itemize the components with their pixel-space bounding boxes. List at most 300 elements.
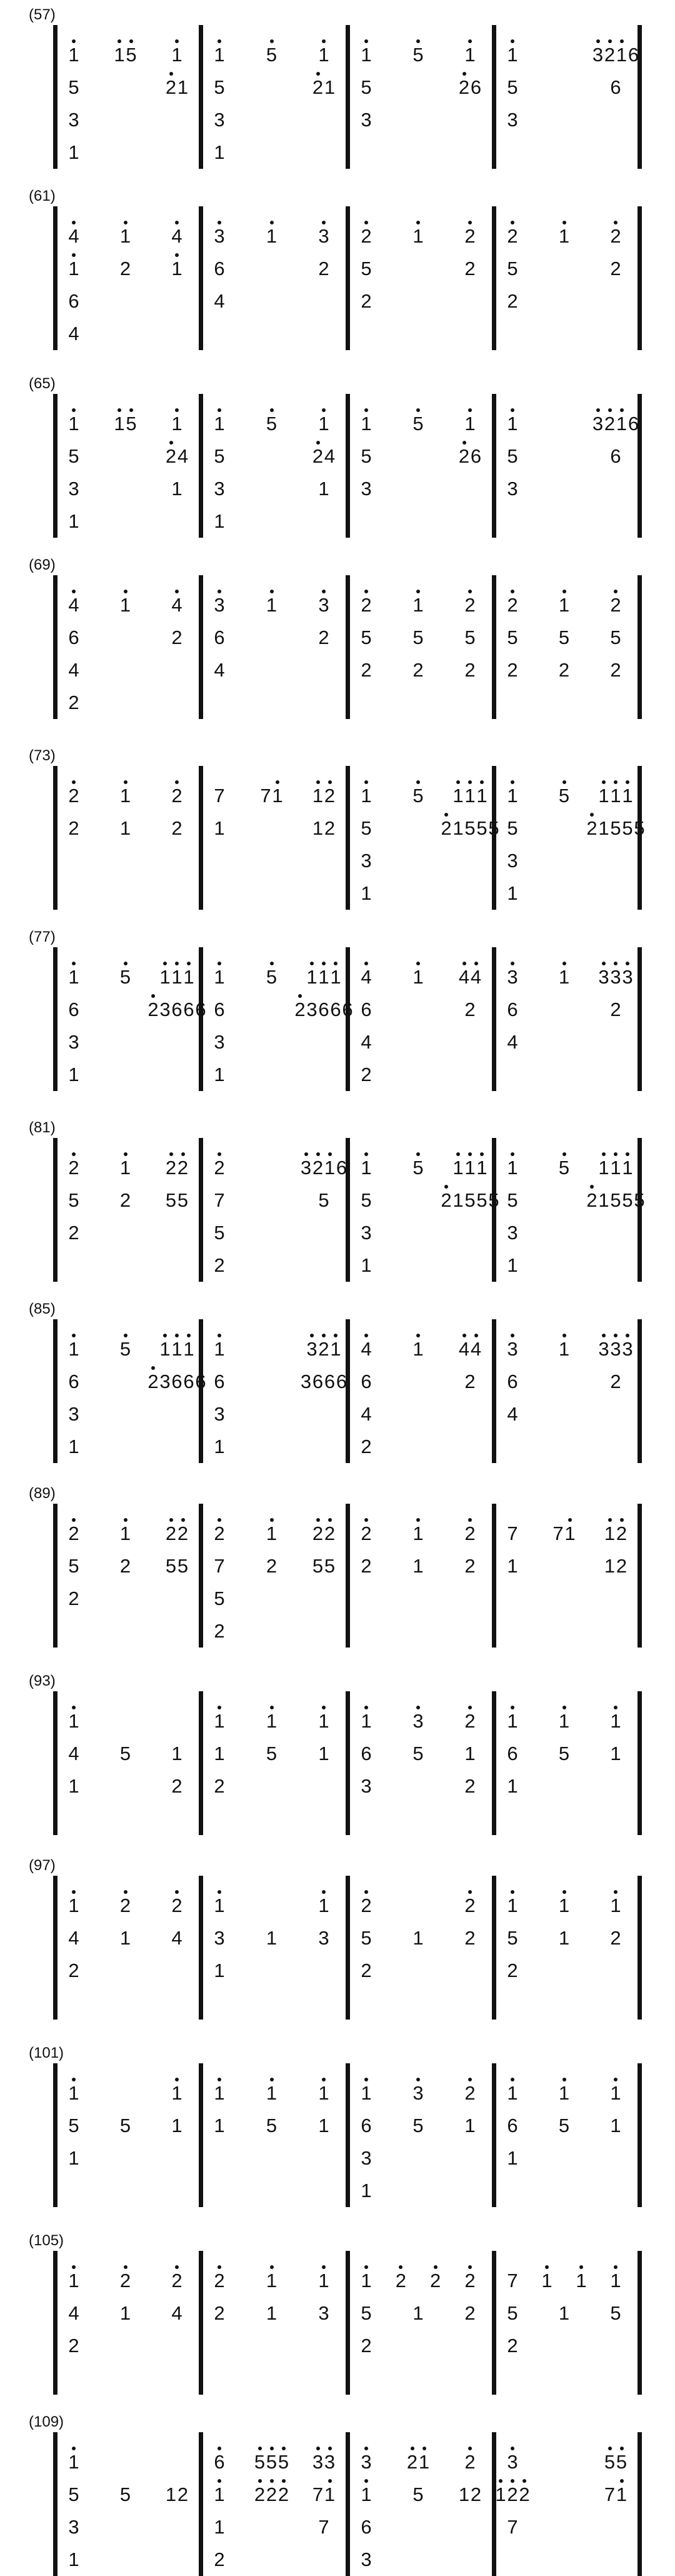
- octave-dot: [218, 1334, 221, 1337]
- measure-1-row-2-digit: 5: [119, 2483, 131, 2505]
- measure-4-row-1-digit: 1: [598, 1157, 609, 1179]
- measure-2-row-1-digit: 6: [336, 1157, 348, 1179]
- measure-4-row-2-digit: 5: [507, 2302, 518, 2324]
- octave-dot: [175, 253, 179, 257]
- measure-3-row-1-digit: 1: [361, 1157, 372, 1179]
- measure-4-row-2-digit: 1: [616, 2483, 628, 2505]
- measure-2-row-2-digit: 1: [312, 817, 324, 839]
- measure-2-row-2-digit: 2: [318, 258, 329, 279]
- measure-2-row-1-digit: 1: [312, 785, 324, 807]
- measure-3-row-3-digit: 2: [464, 1775, 476, 1797]
- measure-4-row-2-digit: 6: [507, 999, 518, 1020]
- measure-3-row-1-digit: 1: [412, 594, 424, 616]
- measure-2-row-3-digit: 5: [214, 1222, 225, 1244]
- measure-3-row-1-digit: 2: [395, 2270, 406, 2292]
- measure-3-row-3-digit: 3: [361, 478, 372, 500]
- octave-dot: [124, 1518, 128, 1522]
- measure-3-row-1-digit: 1: [361, 44, 372, 66]
- octave-dot: [590, 1185, 594, 1189]
- measure-2-row-3-digit: 3: [214, 1031, 225, 1053]
- bar-line: [199, 575, 203, 719]
- measure-1-row-3-digit: 1: [68, 2147, 79, 2169]
- octave-dot: [322, 962, 326, 965]
- octave-dot: [175, 408, 179, 412]
- measure-3-row-2-digit: 5: [361, 445, 372, 467]
- measure-3-row-3-digit: 3: [361, 1222, 372, 1244]
- bar-line: [53, 1138, 58, 1282]
- measure-1-row-2-digit: 5: [68, 76, 79, 98]
- octave-dot: [468, 2078, 472, 2081]
- measure-2-row-2-digit: 6: [324, 1371, 336, 1392]
- measure-4-row-2-digit: 1: [558, 1927, 570, 1949]
- octave-dot: [416, 590, 420, 593]
- measure-3-row-2-digit: 2: [464, 999, 476, 1020]
- measure-4-row-2-digit: 5: [610, 817, 621, 839]
- measure-1-row-1-digit: 1: [171, 413, 182, 435]
- measure-1-row-3-digit: 3: [68, 1403, 79, 1425]
- bar-line: [492, 2251, 496, 2395]
- measure-3-row-3-digit: 2: [361, 2335, 372, 2357]
- bar-line: [346, 2251, 350, 2395]
- measure-2-row-2-digit: 7: [214, 1189, 225, 1211]
- octave-dot: [511, 1890, 514, 1894]
- octave-dot: [72, 39, 76, 43]
- measure-4-row-2-digit: 2: [519, 2483, 530, 2505]
- measure-4-row-2-digit: 2: [586, 817, 598, 839]
- measure-1-row-2-digit: 5: [68, 2115, 79, 2136]
- measure-4-row-1-digit: 1: [616, 44, 628, 66]
- octave-dot: [181, 1152, 185, 1156]
- measure-2-row-1-digit: 3: [318, 225, 329, 247]
- measure-1-row-2-digit: 6: [183, 999, 194, 1020]
- measure-3-row-3-digit: 2: [412, 659, 424, 681]
- octave-dot: [626, 1334, 629, 1337]
- octave-dot: [328, 780, 332, 784]
- measure-4-row-1-digit: 3: [610, 966, 621, 988]
- measure-3-row-2-digit: 1: [452, 1189, 464, 1211]
- measure-4-row-1-digit: 3: [507, 2451, 518, 2473]
- measure-4-row-1-digit: 7: [552, 1522, 564, 1544]
- octave-dot: [364, 1518, 368, 1522]
- measure-4-row-4-digit: 1: [507, 882, 518, 904]
- measure-2-row-1-digit: 1: [330, 966, 341, 988]
- measure-1-row-2-digit: 5: [68, 445, 79, 467]
- measure-3-row-2-digit: 6: [361, 999, 372, 1020]
- measure-1-row-1-digit: 1: [119, 1157, 131, 1179]
- measure-2-row-1-digit: 5: [266, 44, 278, 66]
- octave-dot: [456, 1152, 460, 1156]
- measure-1-row-1-digit: 2: [68, 785, 79, 807]
- measure-4-row-2-digit: 1: [598, 1189, 609, 1211]
- octave-dot: [124, 2265, 128, 2269]
- bar-line: [199, 2063, 203, 2207]
- measure-3-row-2-digit: 5: [464, 626, 476, 648]
- measure-2-row-2-digit: 1: [214, 817, 225, 839]
- measure-1-row-2-digit: 1: [68, 258, 79, 279]
- octave-dot: [364, 2078, 368, 2081]
- octave-dot: [316, 780, 320, 784]
- measure-4-row-1-digit: 1: [558, 1894, 570, 1916]
- measure-1-row-1-digit: 2: [171, 785, 182, 807]
- measure-3-row-1-digit: 1: [464, 785, 476, 807]
- measure-number-label: (93): [29, 1673, 56, 1689]
- measure-4-row-2-digit: 5: [558, 1743, 570, 1764]
- measure-1-row-2-digit: 6: [68, 626, 79, 648]
- measure-1-row-1-digit: 2: [165, 1522, 177, 1544]
- octave-dot: [364, 2447, 368, 2450]
- measure-2-row-1-digit: 7: [214, 785, 225, 807]
- octave-dot: [310, 962, 314, 965]
- measure-4-row-1-digit: 1: [610, 1157, 621, 1179]
- measure-4-row-3-digit: 3: [507, 1222, 518, 1244]
- octave-dot: [608, 39, 612, 43]
- bar-line: [53, 947, 58, 1091]
- octave-dot: [416, 2078, 420, 2081]
- measure-4-row-1-digit: 1: [610, 1894, 621, 1916]
- bar-line: [492, 1319, 496, 1463]
- measure-3-row-2-digit: 5: [361, 76, 372, 98]
- octave-dot: [322, 2265, 326, 2269]
- octave-dot: [590, 813, 594, 817]
- measure-1-row-2-digit: 5: [165, 1555, 177, 1577]
- measure-2-row-1-digit: 1: [266, 1522, 278, 1544]
- measure-3-row-4-digit: 1: [361, 882, 372, 904]
- measure-4-row-2-digit: 5: [634, 1189, 645, 1211]
- measure-1-row-1-digit: 1: [68, 44, 79, 66]
- measure-3-row-2-digit: 2: [441, 1189, 452, 1211]
- octave-dot: [614, 1890, 618, 1894]
- octave-dot: [175, 962, 179, 965]
- measure-1-row-2-digit: 6: [171, 1371, 182, 1392]
- octave-dot: [596, 39, 600, 43]
- measure-3-row-4-digit: 3: [361, 2548, 372, 2570]
- octave-dot: [270, 2479, 274, 2483]
- measure-1-row-3-digit: 2: [68, 1960, 79, 1981]
- measure-3-row-2-digit: 1: [412, 1927, 424, 1949]
- measure-4-row-2-digit: 2: [610, 258, 621, 279]
- measure-number-label: (101): [29, 2045, 64, 2061]
- measure-1-row-1-digit: 1: [68, 413, 79, 435]
- measure-4-row-1-digit: 3: [592, 44, 604, 66]
- octave-dot: [169, 1518, 173, 1522]
- octave-dot: [614, 2265, 618, 2269]
- octave-dot: [322, 39, 326, 43]
- measure-number-label: (57): [29, 6, 56, 23]
- octave-dot: [175, 2265, 179, 2269]
- measure-4-row-1-digit: 1: [558, 966, 570, 988]
- measure-3-row-2-digit: 2: [458, 445, 470, 467]
- octave-dot: [364, 39, 368, 43]
- octave-dot: [218, 1152, 221, 1156]
- measure-number-label: (89): [29, 1485, 56, 1502]
- measure-1-row-1-digit: 1: [68, 1710, 79, 1732]
- measure-3-row-1-digit: 1: [464, 44, 476, 66]
- measure-4-row-1-digit: 1: [507, 1157, 518, 1179]
- measure-1-row-4-digit: 1: [68, 2548, 79, 2570]
- measure-4-row-3-digit: 4: [507, 1403, 518, 1425]
- octave-dot: [562, 962, 566, 965]
- octave-dot: [124, 780, 128, 784]
- measure-4-row-2-digit: 5: [507, 1189, 518, 1211]
- measure-4-row-1-digit: 1: [564, 1522, 576, 1544]
- measure-1-row-2-digit: 6: [68, 1371, 79, 1392]
- measure-2-row-2-digit: 6: [342, 999, 353, 1020]
- measure-3-row-2-digit: 5: [361, 1189, 372, 1211]
- measure-2-row-1-digit: 2: [312, 1157, 324, 1179]
- measure-4-row-1-digit: 1: [598, 785, 609, 807]
- measure-2-row-1-digit: 5: [266, 966, 278, 988]
- octave-dot: [364, 962, 368, 965]
- measure-2-row-1-digit: 2: [214, 1157, 225, 1179]
- measure-2-row-2-digit: 2: [312, 76, 324, 98]
- octave-dot: [72, 2078, 76, 2081]
- octave-dot: [411, 2447, 414, 2450]
- measure-3-row-1-digit: 2: [361, 594, 372, 616]
- measure-4-row-1-digit: 1: [507, 44, 518, 66]
- measure-4-row-1-digit: 2: [507, 225, 518, 247]
- measure-4-row-2-digit: 5: [507, 1927, 518, 1949]
- measure-4-row-2-digit: 1: [558, 2302, 570, 2324]
- measure-3-row-2-digit: 5: [412, 2483, 424, 2505]
- measure-4-row-1-digit: 1: [558, 2082, 570, 2104]
- octave-dot: [364, 1152, 368, 1156]
- measure-3-row-1-digit: 2: [464, 2270, 476, 2292]
- octave-dot: [218, 1706, 221, 1709]
- octave-dot: [602, 1152, 606, 1156]
- octave-dot: [462, 1334, 466, 1337]
- measure-4-row-2-digit: 6: [610, 76, 621, 98]
- measure-2-row-4-digit: 1: [214, 1064, 225, 1085]
- octave-dot: [298, 994, 302, 998]
- octave-dot: [602, 1334, 606, 1337]
- measure-3-row-2-digit: 6: [470, 76, 482, 98]
- octave-dot: [316, 72, 320, 76]
- measure-3-row-1-digit: 2: [464, 225, 476, 247]
- measure-2-row-2-digit: 6: [312, 1371, 324, 1392]
- octave-dot: [416, 1518, 420, 1522]
- measure-3-row-1-digit: 1: [464, 1157, 476, 1179]
- octave-dot: [175, 590, 179, 593]
- measure-4-row-1-digit: 1: [507, 2082, 518, 2104]
- octave-dot: [364, 1890, 368, 1894]
- measure-4-row-1-digit: 3: [622, 966, 633, 988]
- measure-2-row-3-digit: 1: [318, 478, 329, 500]
- measure-3-row-2-digit: 1: [412, 1555, 424, 1577]
- measure-1-row-3-digit: 2: [68, 1222, 79, 1244]
- measure-3-row-1-digit: 3: [412, 1710, 424, 1732]
- measure-2-row-2-digit: 7: [214, 1555, 225, 1577]
- bar-line: [346, 1504, 350, 1648]
- bar-line: [638, 575, 642, 719]
- measure-4-row-2-digit: 5: [507, 76, 518, 98]
- octave-dot: [169, 72, 173, 76]
- measure-4-row-3-digit: 3: [507, 109, 518, 131]
- bar-line: [53, 1876, 58, 2020]
- octave-dot: [334, 962, 338, 965]
- measure-1-row-1-digit: 2: [177, 1157, 189, 1179]
- measure-2-row-1-digit: 7: [260, 785, 271, 807]
- measure-3-row-1-digit: 2: [464, 1710, 476, 1732]
- octave-dot: [511, 39, 514, 43]
- measure-2-row-2-digit: 6: [330, 999, 341, 1020]
- octave-dot: [270, 221, 274, 224]
- octave-dot: [163, 1334, 167, 1337]
- measure-3-row-1-digit: 1: [418, 2451, 430, 2473]
- bar-line: [199, 1876, 203, 2020]
- measure-2-row-2-digit: 2: [312, 445, 324, 467]
- octave-dot: [620, 2479, 624, 2483]
- bar-line: [492, 1691, 496, 1835]
- measure-2-row-4-digit: 1: [214, 1436, 225, 1457]
- octave-dot: [422, 2447, 426, 2450]
- measure-3-row-1-digit: 4: [361, 1338, 372, 1360]
- measure-1-row-2-digit: 2: [165, 76, 177, 98]
- measure-4-row-2-digit: 6: [507, 1743, 518, 1764]
- measure-4-row-1-digit: 1: [507, 785, 518, 807]
- measure-2-row-4-digit: 1: [214, 510, 225, 532]
- measure-4-row-2-digit: 5: [507, 258, 518, 279]
- measure-2-row-2-digit: 5: [266, 1743, 278, 1764]
- octave-dot: [187, 1334, 191, 1337]
- octave-dot: [124, 221, 128, 224]
- measure-4-row-3-digit: 2: [507, 659, 518, 681]
- measure-1-row-1-digit: 4: [171, 225, 182, 247]
- measure-1-row-1-digit: 1: [68, 966, 79, 988]
- octave-dot: [511, 780, 514, 784]
- measure-3-row-1-digit: 2: [464, 2082, 476, 2104]
- octave-dot: [462, 441, 466, 445]
- octave-dot: [364, 2479, 368, 2483]
- octave-dot: [270, 2447, 274, 2450]
- measure-4-row-1-digit: 5: [558, 785, 570, 807]
- measure-4-row-2-digit: 2: [507, 2483, 518, 2505]
- octave-dot: [322, 2078, 326, 2081]
- octave-dot: [175, 1334, 179, 1337]
- measure-2-row-1-digit: 1: [318, 1894, 329, 1916]
- octave-dot: [218, 408, 221, 412]
- measure-1-row-2-digit: 5: [68, 2483, 79, 2505]
- octave-dot: [270, 590, 274, 593]
- measure-4-row-1-digit: 2: [604, 413, 616, 435]
- measure-2-row-1-digit: 1: [272, 785, 283, 807]
- measure-1-row-3-digit: 3: [68, 2516, 79, 2538]
- measure-1-row-4-digit: 4: [68, 323, 79, 345]
- octave-dot: [614, 2078, 618, 2081]
- measure-4-row-3-digit: 3: [507, 850, 518, 872]
- measure-2-row-3-digit: 3: [214, 478, 225, 500]
- octave-dot: [129, 408, 133, 412]
- measure-4-row-1-digit: 6: [628, 44, 639, 66]
- bar-line: [346, 1876, 350, 2020]
- bar-line: [492, 947, 496, 1091]
- octave-dot: [334, 1334, 338, 1337]
- measure-1-row-2-digit: 1: [171, 2115, 182, 2136]
- measure-4-row-1-digit: 7: [507, 2270, 518, 2292]
- measure-3-row-3-digit: 3: [361, 1775, 372, 1797]
- measure-4-row-1-digit: 2: [507, 594, 518, 616]
- measure-2-row-1-digit: 5: [266, 413, 278, 435]
- bar-line: [53, 394, 58, 538]
- measure-2-row-2-digit: 1: [214, 2483, 225, 2505]
- measure-number-label: (109): [29, 2413, 64, 2430]
- octave-dot: [468, 408, 472, 412]
- measure-4-row-1-digit: 7: [507, 1522, 518, 1544]
- measure-1-row-2-digit: 2: [68, 817, 79, 839]
- measure-3-row-2-digit: 2: [441, 817, 452, 839]
- octave-dot: [614, 221, 618, 224]
- octave-dot: [72, 221, 76, 224]
- measure-3-row-3-digit: 3: [361, 850, 372, 872]
- octave-dot: [511, 1706, 514, 1709]
- octave-dot: [270, 408, 274, 412]
- measure-3-row-2-digit: 5: [412, 626, 424, 648]
- measure-1-row-2-digit: 5: [165, 1189, 177, 1211]
- octave-dot: [511, 2479, 514, 2483]
- measure-3-row-3-digit: 6: [361, 2516, 372, 2538]
- bar-line: [199, 766, 203, 910]
- octave-dot: [474, 962, 478, 965]
- measure-4-row-2-digit: 5: [610, 1189, 621, 1211]
- measure-1-row-2-digit: 1: [177, 76, 189, 98]
- measure-3-row-2-digit: 5: [361, 258, 372, 279]
- octave-dot: [328, 1518, 332, 1522]
- measure-2-row-3-digit: 1: [214, 1960, 225, 1981]
- octave-dot: [151, 994, 155, 998]
- measure-2-row-2-digit: 2: [278, 2483, 289, 2505]
- measure-3-row-2-digit: 5: [488, 817, 499, 839]
- measure-1-row-4-digit: 1: [68, 1064, 79, 1085]
- octave-dot: [270, 2265, 274, 2269]
- measure-4-row-1-digit: 3: [610, 1338, 621, 1360]
- measure-2-row-1-digit: 1: [306, 966, 318, 988]
- measure-3-row-1-digit: 1: [412, 225, 424, 247]
- measure-4-row-2-digit: 2: [586, 1189, 598, 1211]
- octave-dot: [124, 1334, 128, 1337]
- measure-2-row-4-digit: 2: [214, 2548, 225, 2570]
- measure-3-row-1-digit: 4: [470, 1338, 482, 1360]
- measure-2-row-1-digit: 3: [214, 594, 225, 616]
- measure-2-row-1-digit: 1: [214, 413, 225, 435]
- measure-1-row-2-digit: 5: [68, 1555, 79, 1577]
- octave-dot: [163, 962, 167, 965]
- measure-4-row-3-digit: 2: [507, 290, 518, 312]
- measure-4-row-1-digit: 1: [541, 2270, 552, 2292]
- measure-3-row-2-digit: 5: [412, 2115, 424, 2136]
- measure-4-row-1-digit: 3: [598, 966, 609, 988]
- measure-1-row-2-digit: 2: [148, 999, 159, 1020]
- measure-3-row-1-digit: 2: [464, 594, 476, 616]
- measure-1-row-1-digit: 2: [171, 2270, 182, 2292]
- bar-line: [492, 394, 496, 538]
- measure-1-row-1-digit: 1: [159, 966, 171, 988]
- octave-dot: [258, 2479, 262, 2483]
- octave-dot: [626, 780, 629, 784]
- measure-3-row-1-digit: 2: [464, 1894, 476, 1916]
- measure-number-label: (69): [29, 556, 56, 573]
- octave-dot: [468, 1152, 472, 1156]
- measure-3-row-1-digit: 1: [412, 1522, 424, 1544]
- octave-dot: [364, 408, 368, 412]
- bar-line: [346, 206, 350, 350]
- measure-2-row-1-digit: 1: [214, 44, 225, 66]
- measure-2-row-1-digit: 3: [312, 2451, 324, 2473]
- bar-line: [53, 25, 58, 169]
- octave-dot: [608, 2447, 612, 2450]
- measure-3-row-1-digit: 1: [464, 413, 476, 435]
- octave-dot: [480, 780, 484, 784]
- measure-1-row-1-digit: 1: [68, 2270, 79, 2292]
- measure-1-row-2-digit: 4: [171, 2302, 182, 2324]
